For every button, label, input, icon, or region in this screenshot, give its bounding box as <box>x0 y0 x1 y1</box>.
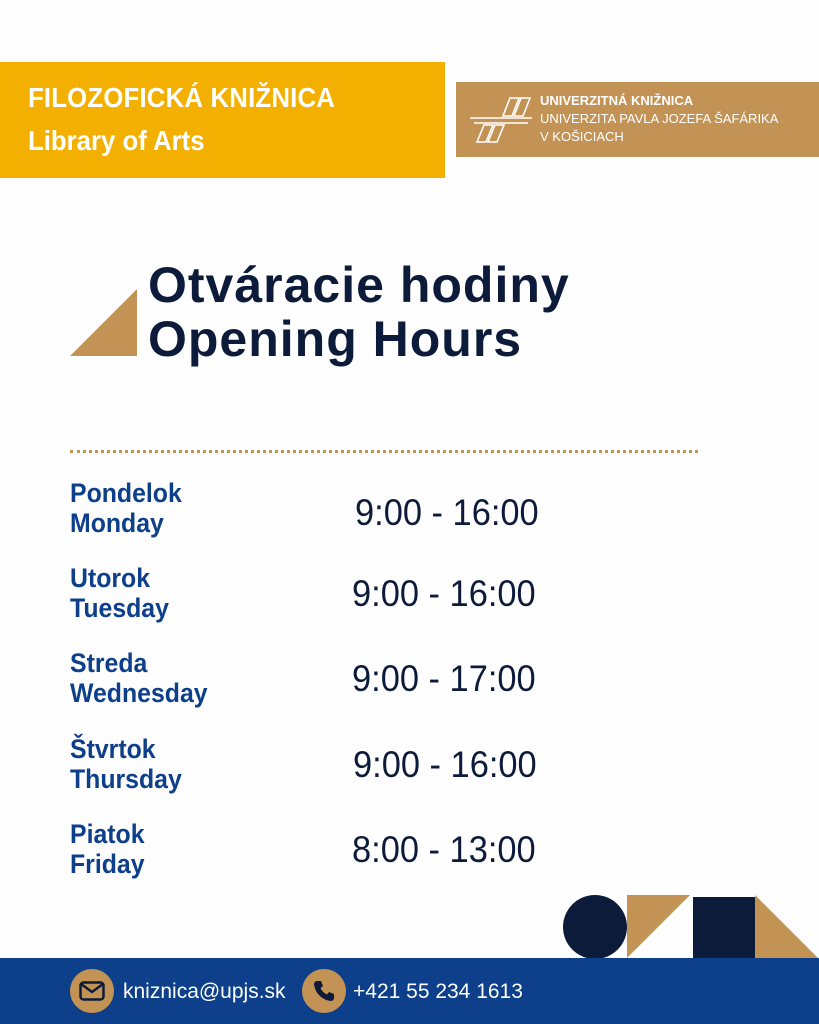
day-hours: 8:00 - 13:00 <box>352 829 536 870</box>
day-sk: Štvrtok <box>70 734 156 764</box>
library-banner <box>0 62 445 178</box>
university-line-1: UNIVERZITNÁ KNIŽNICA <box>540 93 694 108</box>
envelope-icon <box>70 969 114 1013</box>
schedule-day <box>70 648 208 708</box>
day-sk: Streda <box>70 648 148 678</box>
gold-triangle-shape <box>627 895 690 958</box>
day-sk: Pondelok <box>70 478 182 508</box>
navy-square-shape <box>693 897 755 959</box>
university-line-3: V KOŠICIACH <box>540 129 624 144</box>
page-title-en: Opening Hours <box>148 311 523 367</box>
phone-icon <box>302 969 346 1013</box>
page-title-sk: Otváracie hodiny <box>148 257 570 313</box>
library-name: FILOZOFICKÁ KNIŽNICA <box>28 82 336 113</box>
schedule-day <box>70 819 145 879</box>
dotted-divider <box>70 450 698 453</box>
schedule-day <box>70 734 182 794</box>
day-en: Tuesday <box>70 593 169 623</box>
phone-link[interactable]: +421 55 234 1613 <box>353 980 523 1003</box>
university-line-2: UNIVERZITA PAVLA JOZEFA ŠAFÁRIKA <box>540 111 779 126</box>
university-banner <box>456 82 819 157</box>
page-title <box>148 258 570 366</box>
day-en: Wednesday <box>70 678 208 708</box>
footer <box>0 958 819 1024</box>
gold-corner-shape <box>755 895 819 959</box>
day-hours: 9:00 - 16:00 <box>353 744 537 785</box>
day-en: Friday <box>70 849 145 879</box>
title-triangle-decoration <box>70 289 137 356</box>
day-en: Monday <box>70 508 164 538</box>
library-name-en: Library of Arts <box>28 125 205 156</box>
email-link[interactable]: kniznica@upjs.sk <box>123 980 286 1003</box>
books-icon <box>470 96 532 144</box>
day-hours: 9:00 - 17:00 <box>352 658 536 699</box>
schedule-day <box>70 478 182 538</box>
day-en: Thursday <box>70 764 182 794</box>
day-hours: 9:00 - 16:00 <box>352 573 536 614</box>
navy-circle-shape <box>563 895 627 959</box>
schedule-day <box>70 563 169 623</box>
day-hours: 9:00 - 16:00 <box>355 492 539 533</box>
decorative-shapes <box>563 895 819 959</box>
day-sk: Utorok <box>70 563 151 593</box>
day-sk: Piatok <box>70 819 145 849</box>
